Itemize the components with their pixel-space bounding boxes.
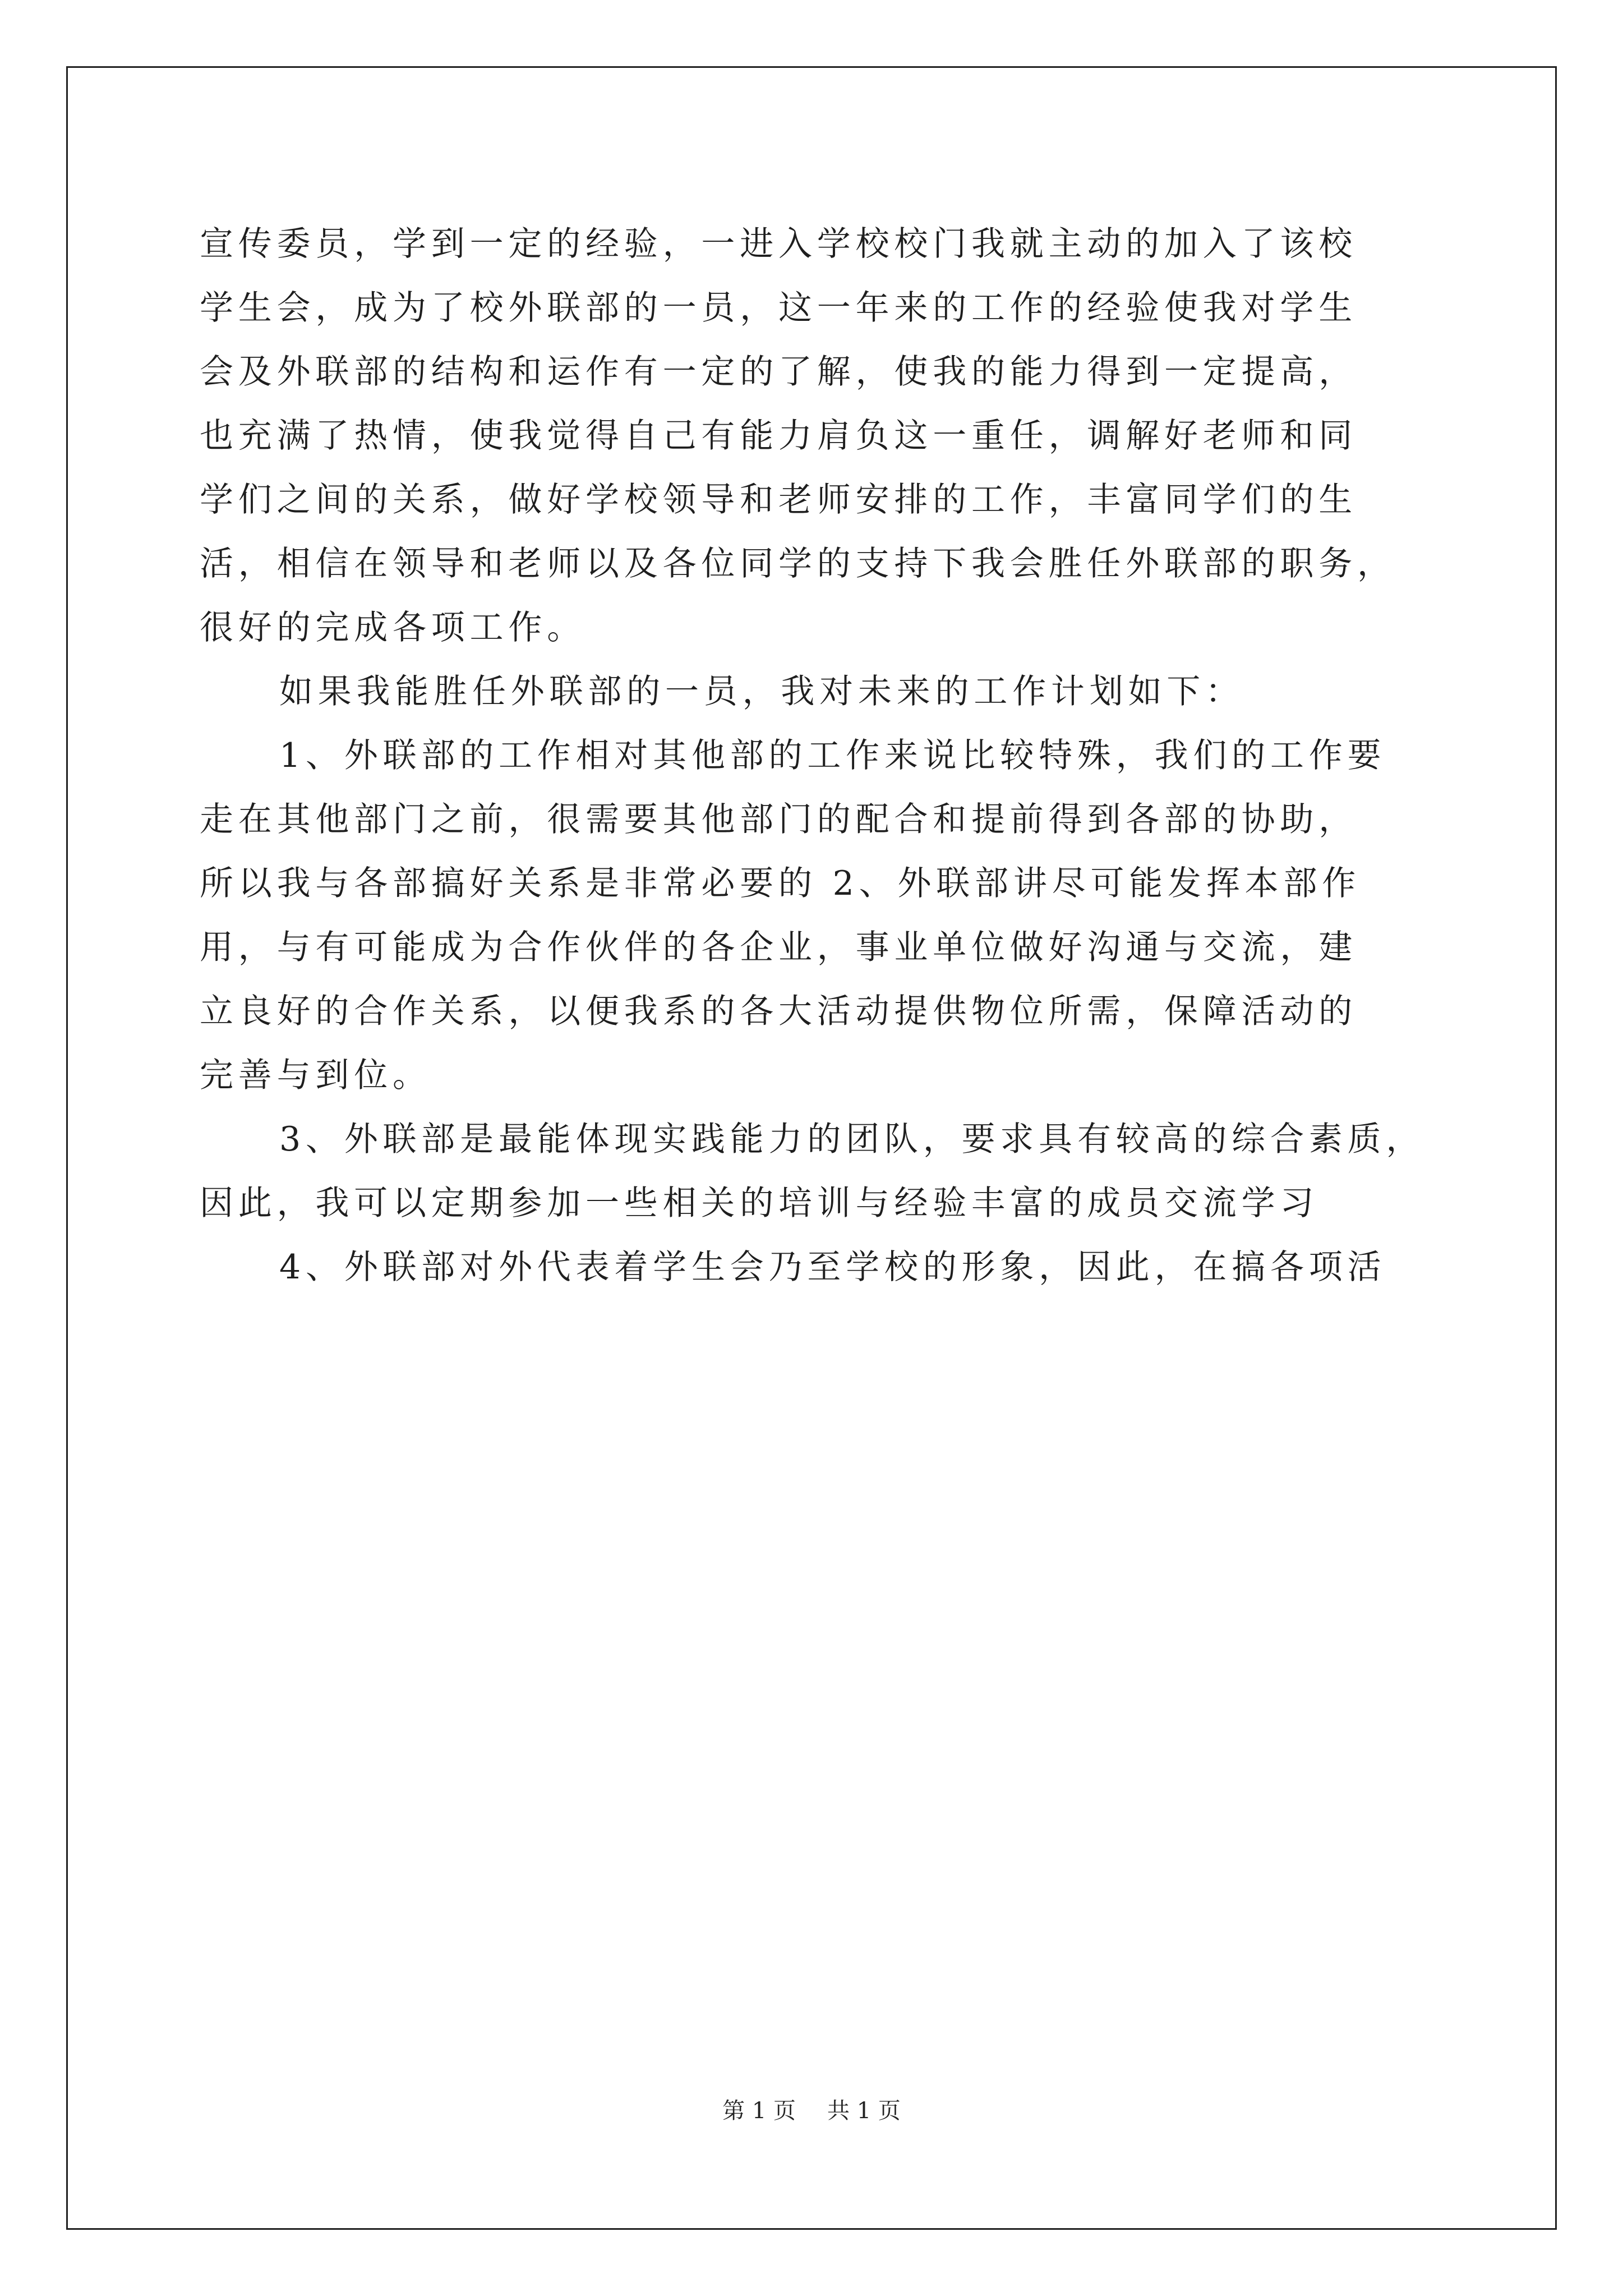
text-line: 学生会，成为了校外联部的一员，这一年来的工作的经验使我对学生 <box>200 288 1357 328</box>
text-line: 3、外联部是最能体现实践能力的团队，要求具有较高的综合素质， <box>279 1120 1425 1159</box>
text-line: 会及外联部的结构和运作有一定的了解，使我的能力得到一定提高， <box>200 352 1357 392</box>
text-line: 4、外联部对外代表着学生会乃至学校的形象，因此，在搞各项活 <box>279 1248 1386 1287</box>
text-line: 立良好的合作关系，以便我系的各大活动提供物位所需，保障活动的 <box>200 992 1357 1031</box>
text-line: 因此，我可以定期参加一些相关的培训与经验丰富的成员交流学习 <box>200 1184 1319 1223</box>
total-pages-label: 共 1 页 <box>827 2098 901 2124</box>
text-line: 活，相信在领导和老师以及各位同学的支持下我会胜任外联部的职务， <box>200 544 1396 583</box>
text-line: 学们之间的关系，做好学校领导和老师安排的工作，丰富同学们的生 <box>200 480 1357 519</box>
text-line: 所以我与各部搞好关系是非常必要的 2、外联部讲尽可能发挥本部作 <box>200 864 1361 903</box>
text-line: 很好的完成各项工作。 <box>200 608 585 647</box>
text-line: 完善与到位。 <box>200 1056 431 1095</box>
text-line: 也充满了热情，使我觉得自己有能力肩负这一重任，调解好老师和同 <box>200 416 1357 455</box>
page-footer <box>0 2097 1623 2125</box>
current-page-label: 第 1 页 <box>722 2098 796 2124</box>
text-line: 走在其他部门之前，很需要其他部门的配合和提前得到各部的协助， <box>200 800 1357 839</box>
text-line: 1、外联部的工作相对其他部的工作来说比较特殊，我们的工作要 <box>279 736 1386 775</box>
text-line: 如果我能胜任外联部的一员，我对未来的工作计划如下： <box>279 672 1244 711</box>
text-line: 用，与有可能成为合作伙伴的各企业，事业单位做好沟通与交流，建 <box>200 928 1357 967</box>
text-line: 宣传委员，学到一定的经验，一进入学校校门我就主动的加入了该校 <box>200 224 1357 264</box>
